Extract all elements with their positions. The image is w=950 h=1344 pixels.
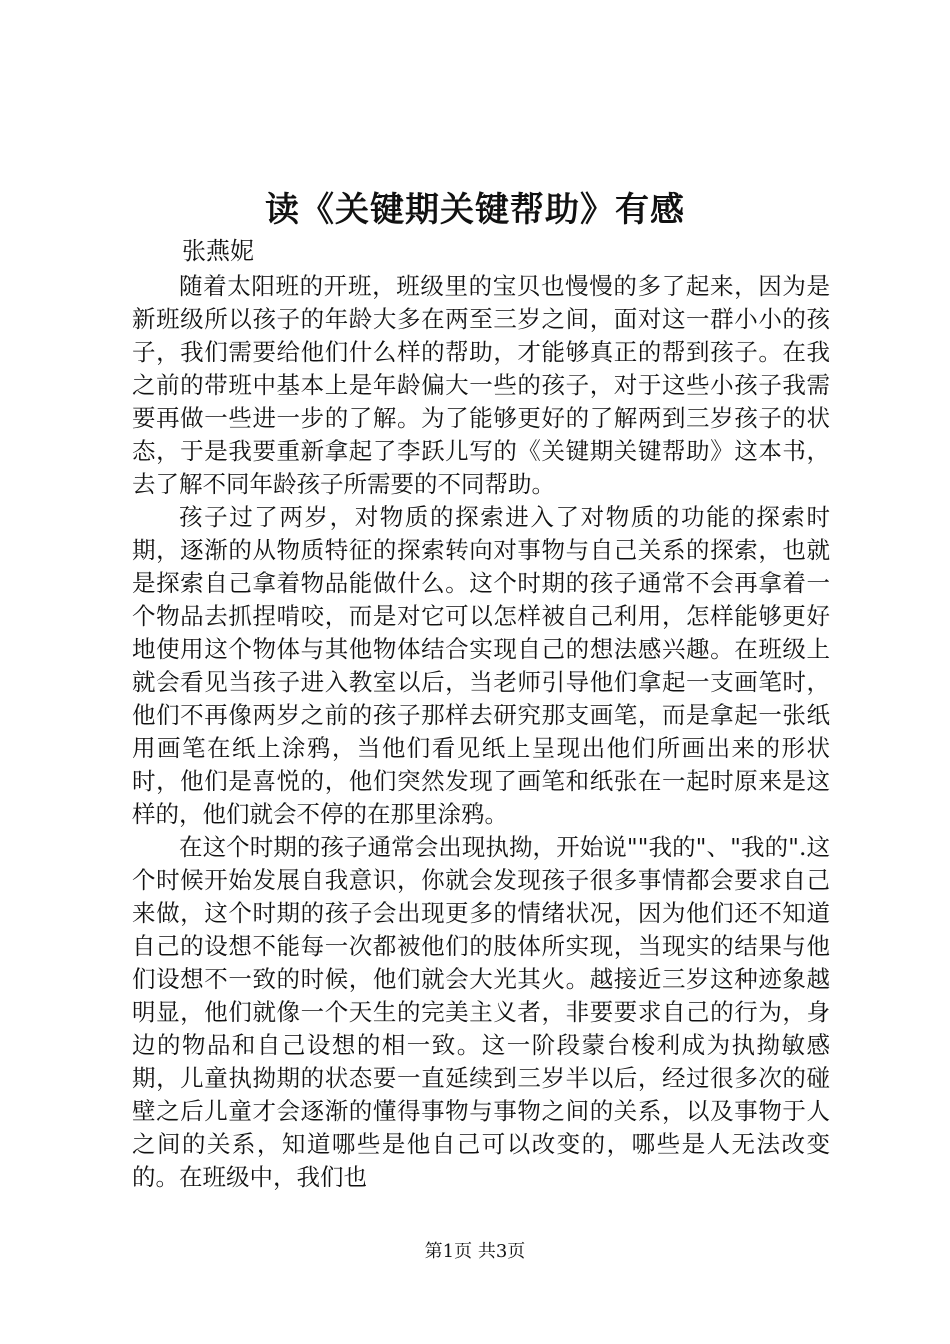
paragraph: 随着太阳班的开班，班级里的宝贝也慢慢的多了起来，因为是新班级所以孩子的年龄大多在两至三岁之间，面对这一群小小的孩子，我们需要给他们什么样的帮助，才能够真正的帮到孩子。在我之前的带班中基本上是年龄偏大一些的孩子，对于这些小孩子我需要再做一些进一步的了解。为了能够更好的了解两到三岁孩子的状态，于是我要重新拿起了李跃儿写的《关键期关键帮助》这本书，去了解不同年龄孩子所需要的不同帮助。	[132, 272, 830, 498]
paragraph: 孩子过了两岁，对物质的探索进入了对物质的功能的探索时期，逐渐的从物质特征的探索转向对事物与自己关系的探索，也就是探索自己拿着物品能做什么。这个时期的孩子通常不会再拿着一个物品去抓捏啃咬，而是对它可以怎样被自己利用，怎样能够更好地使用这个物体与其他物体结合实现自己的想法感兴趣。在班级上就会看见当孩子进入教室以后，当老师引导他们拿起一支画笔时，他们不再像两岁之前的孩子那样去研究那支画笔，而是拿起一张纸用画笔在纸上涂鸦，当他们看见纸上呈现出他们所画出来的形状时，他们是喜悦的，他们突然发现了画笔和纸张在一起时原来是这样的，他们就会不停的在那里涂鸦。	[132, 503, 830, 828]
document-title: 读《关键期关键帮助》有感	[265, 190, 685, 230]
author-name: 张燕妮	[182, 237, 254, 265]
body-text	[132, 270, 830, 1194]
page-footer: 第1页 共3页	[424, 1241, 526, 1262]
paragraph: 在这个时期的孩子通常会出现执拗，开始说""我的"、"我的".这个时候开始发展自我意识，你就会发现孩子很多事情都会要求自己来做，这个时期的孩子会出现更多的情绪状况，因为他们还不知道自己的设想不能每一次都被他们的肢体所实现，当现实的结果与他们设想不一致的时候，他们就会大光其火。越接近三岁这种迹象越明显，他们就像一个天生的完美主义者，非要要求自己的行为，身边的物品和自己设想的相一致。这一阶段蒙台梭利成为执拗敏感期，儿童执拗期的状态要一直延续到三岁半以后，经过很多次的碰壁之后儿童才会逐渐的懂得事物与事物之间的关系，以及事物于人之间的关系，知道哪些是他自己可以改变的，哪些是人无法改变的。在班级中，我们也	[132, 833, 830, 1191]
